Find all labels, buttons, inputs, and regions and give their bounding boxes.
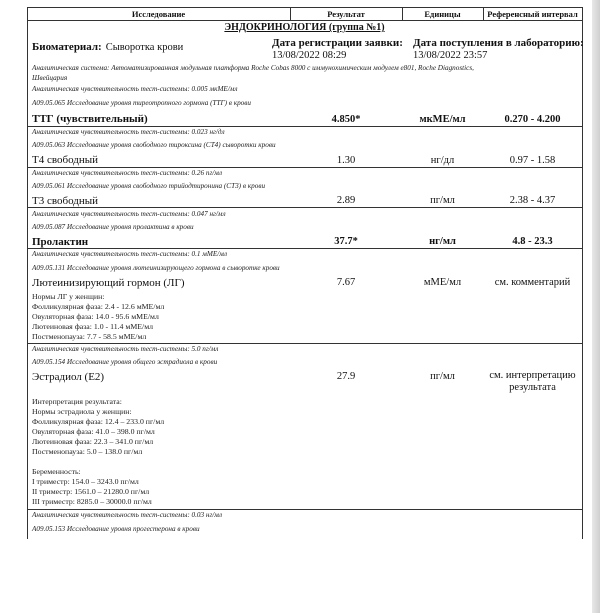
result-lh: 7.67 <box>336 277 356 288</box>
sensitivity-note: Аналитическая чувствительность тест-системы: 0.023 нг/дл <box>32 128 225 136</box>
registration-date: 13/08/2022 08:29 <box>272 50 347 61</box>
lab-arrival-label: Дата поступления в лабораторию: <box>413 37 584 49</box>
lh-norm-line: Фолликулярная фаза: 2.4 - 12.6 мМЕ/мл <box>32 302 165 311</box>
analyzer-note-cont: Швейцария <box>32 74 68 82</box>
lh-norm-line: Нормы ЛГ у женщин: <box>32 292 105 301</box>
result-prolactin: 37.7* <box>334 236 358 247</box>
header-bottom <box>27 20 582 21</box>
test-code: A09.05.131 Исследование уровня лютеинизирующего гормона в сыворотке крови <box>32 264 280 272</box>
ref-prolactin: 4.8 - 23.3 <box>512 236 553 247</box>
sensitivity-note: Аналитическая чувствительность тест-системы: 0.047 нг/мл <box>32 210 226 218</box>
lab-arrival-date: 13/08/2022 23:57 <box>413 50 488 61</box>
units-tsh: мкМЕ/мл <box>419 114 466 125</box>
sensitivity-note: Аналитическая чувствительность тест-системы: 5.0 пг/мл <box>32 345 219 353</box>
test-code: A09.05.065 Исследование уровня тиреотропного гормона (ТТГ) в крови <box>32 99 251 107</box>
header-units: Единицы <box>424 9 461 19</box>
ref-tsh: 0.270 - 4.200 <box>504 114 561 125</box>
ref-ft3: 2.38 - 4.37 <box>509 195 556 206</box>
units-lh: мМЕ/мл <box>423 277 462 288</box>
lh-norm-line: Постменопауза: 7.7 - 58.5 мМЕ/мл <box>32 332 147 341</box>
pregnancy-line: III триместр: 8285.0 – 30000.0 пг/мл <box>32 497 152 506</box>
sensitivity-note: Аналитическая чувствительность тест-системы: 0.1 мМЕ/мл <box>32 250 227 258</box>
biomaterial-value: Сыворотка крови <box>105 42 184 53</box>
result-tsh: 4.850* <box>331 114 361 125</box>
test-code: A09.05.063 Исследование уровня свободного тироксина (СТ4) сыворотки крови <box>32 141 276 149</box>
pregnancy-line: Беременность: <box>32 467 81 476</box>
units-prolactin: нг/мл <box>429 236 456 247</box>
units-ft4: нг/дл <box>430 155 455 166</box>
e2-interpretation-line: Нормы эстрадиола у женщин: <box>32 407 132 416</box>
result-estradiol: 27.9 <box>336 371 356 382</box>
lh-norm-line: Овуляторная фаза: 14.0 - 95.6 мМЕ/мл <box>32 312 159 321</box>
sensitivity-note: Аналитическая чувствительность тест-системы: 0.005 мкМЕ/мл <box>32 85 238 93</box>
frame-left <box>27 7 28 539</box>
units-estradiol: пг/мл <box>430 371 455 382</box>
analyzer-note: Аналитическая система: Автоматизированная модульная платформа Roche Cobas 8000 с иммунохимическим модулем e801, Roche Diagnostics, <box>32 64 474 72</box>
pregnancy-line: I триместр: 154.0 – 3243.0 пг/мл <box>32 477 139 486</box>
biomaterial-label: Биоматериал: <box>32 41 102 53</box>
result-ft4: 1.30 <box>336 155 356 166</box>
registration-label: Дата регистрации заявки: <box>272 37 403 49</box>
test-code: A09.05.154 Исследование уровня общего эстрадиола в крови <box>32 358 218 366</box>
biomaterial <box>32 37 183 55</box>
page-edge-shadow <box>592 0 600 613</box>
frame-top <box>27 7 582 8</box>
sensitivity-note: Аналитическая чувствительность тест-системы: 0.26 пг/мл <box>32 169 223 177</box>
test-code: A09.05.087 Исследование уровня пролактина в крови <box>32 223 194 231</box>
result-ft3: 2.89 <box>336 195 356 206</box>
header-test: Исследование <box>131 9 186 19</box>
test-name-lh: Лютеинизирующий гормон (ЛГ) <box>32 277 185 289</box>
test-code: A09.05.153 Исследование уровня прогестерона в крови <box>32 525 200 533</box>
test-name-prolactin: Пролактин <box>32 236 89 248</box>
test-name-estradiol: Эстрадиол (Е2) <box>32 371 105 383</box>
test-name-ft3: Т3 свободный <box>32 195 99 207</box>
header-result: Результат <box>327 9 365 19</box>
e2-interpretation-line: Овуляторная фаза: 41.0 – 398.0 пг/мл <box>32 427 155 436</box>
units-ft3: пг/мл <box>430 195 455 206</box>
frame-right <box>582 7 583 539</box>
e2-interpretation-line: Лютеиновая фаза: 22.3 – 341.0 пг/мл <box>32 437 154 446</box>
header-ref: Референсный интервал <box>487 9 578 19</box>
e2-interpretation-line: Постменопауза: 5.0 – 138.0 пг/мл <box>32 447 143 456</box>
test-name-tsh: ТТГ (чувствительный) <box>32 113 148 125</box>
test-code: A09.05.061 Исследование уровня свободного трийодтиронина (СТ3) в крови <box>32 182 266 190</box>
ref-estradiol: см. интерпретацию <box>489 370 576 381</box>
e2-interpretation-line: Фолликулярная фаза: 12.4 – 233.0 пг/мл <box>32 417 165 426</box>
sensitivity-note: Аналитическая чувствительность тест-системы: 0.03 нг/мл <box>32 511 222 519</box>
e2-interpretation-line: Интерпретация результата: <box>32 397 122 406</box>
ref-estradiol-cont: результата <box>509 382 556 393</box>
ref-lh: см. комментарий <box>494 277 571 288</box>
ref-ft4: 0.97 - 1.58 <box>509 155 556 166</box>
pregnancy-line: II триместр: 1561.0 – 21280.0 пг/мл <box>32 487 150 496</box>
lh-norm-line: Лютеиновая фаза: 1.0 - 11.4 мМЕ/мл <box>32 322 154 331</box>
section-title: ЭНДОКРИНОЛОГИЯ (группа №1) <box>224 22 385 33</box>
test-name-ft4: Т4 свободный <box>32 154 99 166</box>
